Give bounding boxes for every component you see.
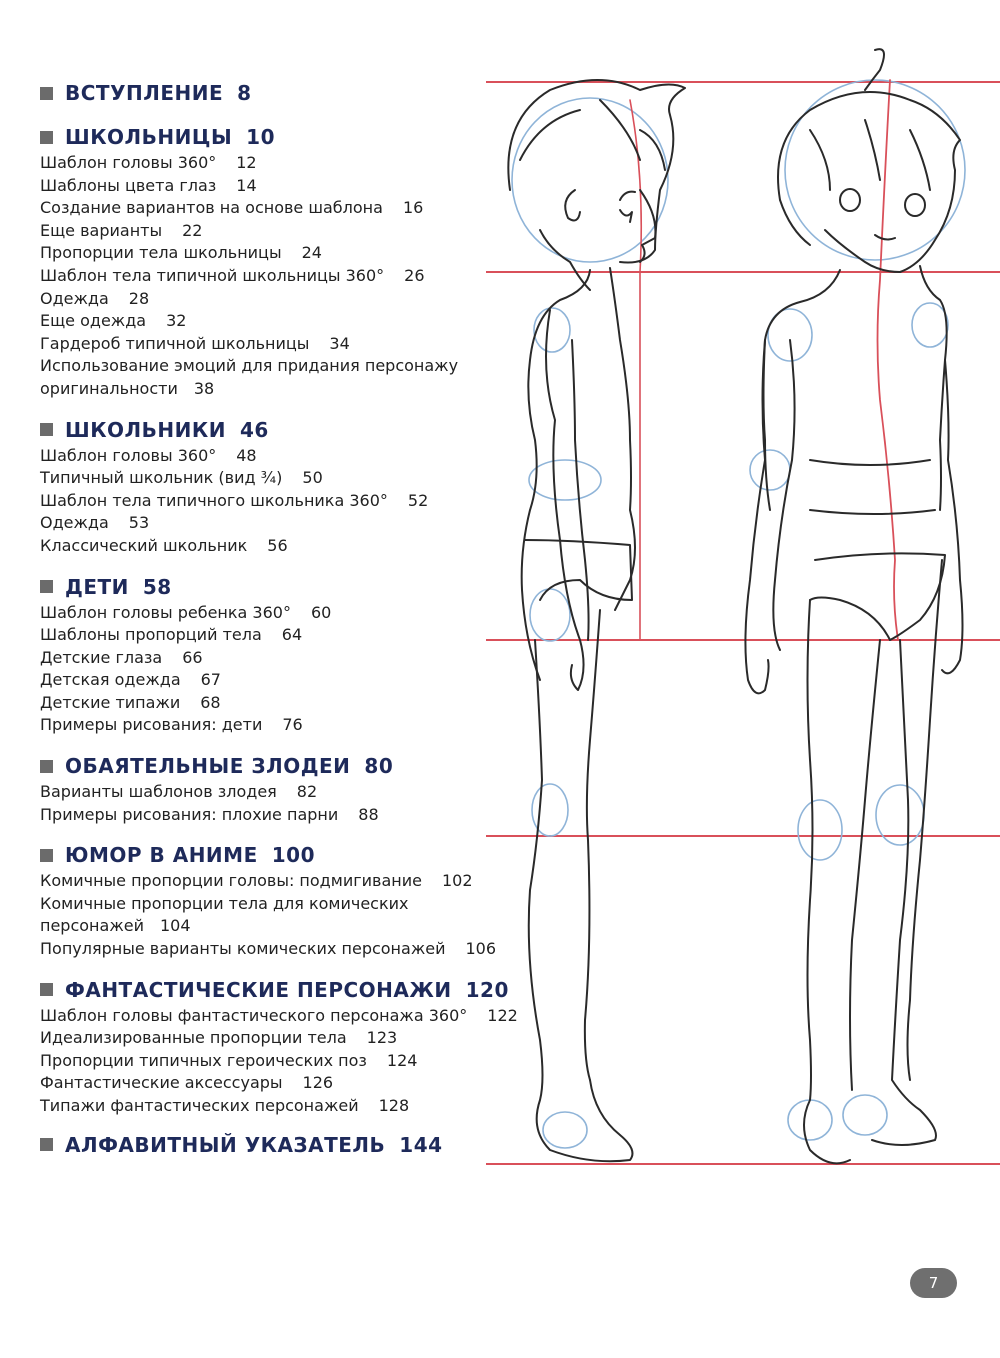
toc-entry [40,647,510,670]
toc-entry [40,1050,510,1073]
toc-entry [40,602,510,625]
toc-section [40,572,510,738]
section-heading [40,78,510,108]
entry-title: Шаблон головы 360° [40,445,217,465]
section-page-number: 8 [237,81,252,105]
entry-page-number: 76 [282,715,303,735]
entry-page-number: 64 [281,625,303,645]
entry-page-number: 53 [128,513,150,533]
section-heading [40,1130,510,1160]
toc-entry [40,467,510,490]
toc-entry [40,355,470,400]
toc-entry [40,938,510,961]
toc-entry [40,535,510,558]
entry-page-number: 82 [296,782,318,802]
entry-page-number: 128 [378,1096,410,1115]
entry-page-number: 22 [182,220,203,240]
front-view-figure [745,49,965,1163]
section-title: ШКОЛЬНИКИ [65,417,226,442]
table-of-contents [40,78,518,1160]
section-title: ДЕТИ [65,574,129,599]
entry-title: Типажи фантастических персонажей [40,1096,359,1115]
entry-page-number: 104 [159,916,191,936]
toc-section [40,1130,510,1160]
proportion-guide-lines [486,82,1000,1164]
proportion-illustration [480,40,1000,1200]
entry-page-number: 26 [404,265,425,285]
square-bullet-icon [40,580,53,593]
entry-page-number: 50 [302,468,323,488]
entry-title: Шаблоны пропорций тела [40,625,262,645]
section-title: АЛФАВИТНЫЙ УКАЗАТЕЛЬ [65,1132,386,1157]
toc-entry [40,152,510,175]
toc-entry [40,310,510,333]
toc-entry [40,893,470,938]
square-bullet-icon [40,849,53,862]
square-bullet-icon [40,131,53,144]
entry-title: Одежда [40,288,109,308]
entry-title: Популярные варианты комических персонажей [40,939,446,959]
toc-entry [40,1005,518,1028]
square-bullet-icon [40,760,53,773]
entry-title: Примеры рисования: дети [40,715,263,735]
toc-entry [40,781,510,804]
entry-title: Шаблон головы фантастического персонажа 360° [40,1005,468,1025]
section-title: ЮМОР В АНИМЕ [65,843,258,868]
section-title: ФАНТАСТИЧЕСКИЕ ПЕРСОНАЖИ [65,977,452,1002]
toc-entry [40,1072,510,1095]
toc-entry [40,870,510,893]
section-page-number: 46 [239,417,269,442]
section-page-number: 80 [364,754,394,779]
entry-title: Детские глаза [40,647,163,667]
section-heading [40,751,510,781]
entry-page-number: 123 [366,1028,398,1048]
toc-entry [40,1027,510,1050]
section-heading [40,415,510,445]
entry-page-number: 56 [267,535,288,555]
entry-title: Идеализированные пропорции тела [40,1028,347,1048]
entry-title: Фантастические аксессуары [40,1073,283,1093]
toc-entry [40,197,510,220]
entry-page-number: 14 [236,175,257,195]
entry-title: Шаблон тела типичного школьника 360° [40,490,388,510]
entry-title: Шаблоны цвета глаз [40,175,217,195]
entry-page-number: 66 [182,647,203,667]
toc-entry [40,288,510,311]
entry-title: Еще одежда [40,311,147,331]
entry-title: Детские типажи [40,692,181,712]
entry-title: Комичные пропорции тела для комических персонажей [40,893,409,936]
section-page-number: 100 [271,843,315,868]
toc-entry [40,692,510,715]
section-heading [40,572,510,602]
toc-entry [40,445,510,468]
side-view-figure [508,80,685,1161]
toc-section [40,415,510,558]
entry-page-number: 68 [200,692,221,712]
entry-title: Еще варианты [40,220,163,240]
entry-page-number: 32 [166,311,187,331]
toc-section [40,122,510,401]
entry-page-number: 126 [302,1073,334,1093]
toc-entry [40,242,510,265]
entry-title: Пропорции тела школьницы [40,243,282,263]
entry-title: Шаблон головы ребенка 360° [40,602,291,622]
entry-title: Комичные пропорции головы: подмигивание [40,871,422,891]
toc-entry [40,1095,510,1118]
entry-page-number: 48 [236,445,257,465]
toc-entry [40,490,510,513]
toc-entry [40,624,510,647]
entry-page-number: 28 [128,288,150,308]
entry-title: Шаблон головы 360° [40,153,217,172]
page-number-badge: 7 [910,1268,957,1298]
entry-title: Использование эмоций для придания персонажу оригинальности [40,356,459,398]
entry-title: Детская одежда [40,670,181,690]
square-bullet-icon [40,983,53,996]
entry-page-number: 88 [358,804,379,824]
toc-entry [40,333,510,356]
section-page-number: 120 [465,977,509,1002]
entry-title: Гардероб типичной школьницы [40,333,310,353]
section-title: ОБАЯТЕЛЬНЫЕ ЗЛОДЕИ [65,754,351,779]
toc-section [40,78,510,108]
toc-section [40,751,510,826]
entry-title: Пропорции типичных героических поз [40,1050,367,1070]
section-title: ВСТУПЛЕНИЕ [65,81,224,105]
entry-page-number: 67 [200,670,221,690]
entry-page-number: 102 [441,871,473,891]
toc-section [40,840,510,960]
toc-entry [40,175,510,198]
entry-page-number: 12 [236,153,257,172]
entry-page-number: 124 [386,1050,418,1070]
toc-entry [40,512,510,535]
entry-title: Примеры рисования: плохие парни [40,804,339,824]
entry-page-number: 106 [465,939,497,959]
square-bullet-icon [40,87,53,100]
entry-page-number: 34 [329,333,350,353]
entry-page-number: 38 [193,378,215,398]
toc-entry [40,669,510,692]
entry-page-number: 60 [310,602,332,622]
section-page-number: 10 [246,125,276,149]
entry-title: Шаблон тела типичной школьницы 360° [40,265,385,285]
entry-title: Типичный школьник (вид ¾) [40,468,283,488]
section-heading [40,975,510,1005]
entry-page-number: 52 [407,490,429,510]
square-bullet-icon [40,423,53,436]
section-heading [40,122,510,152]
entry-page-number: 24 [301,243,322,263]
toc-entry [40,714,510,737]
toc-entry [40,265,510,288]
toc-entry [40,804,510,827]
entry-title: Варианты шаблонов злодея [40,782,277,802]
square-bullet-icon [40,1138,53,1151]
section-title: ШКОЛЬНИЦЫ [65,125,233,149]
toc-entry [40,220,510,243]
entry-title: Одежда [40,513,109,533]
section-page-number: 58 [142,574,172,599]
entry-page-number: 122 [487,1005,518,1025]
toc-section [40,975,518,1118]
entry-title: Создание вариантов на основе шаблона [40,198,383,218]
section-heading [40,840,510,870]
entry-page-number: 16 [402,198,424,218]
section-page-number: 144 [399,1132,443,1157]
entry-title: Классический школьник [40,535,248,555]
